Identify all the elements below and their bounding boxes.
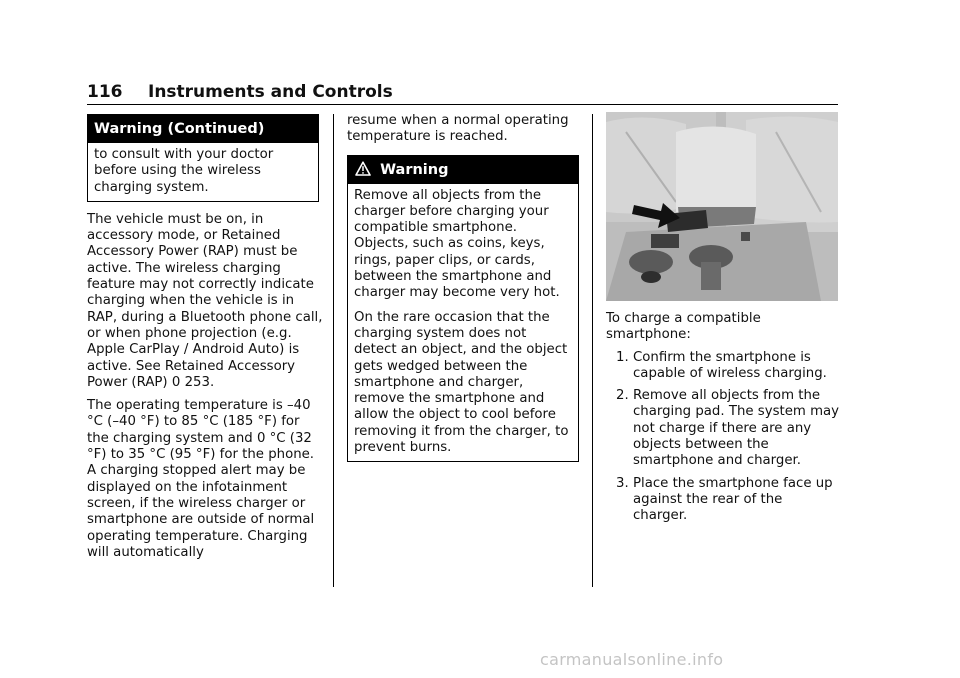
warning-box (347, 155, 579, 463)
warning-continued-text: to consult with your doctor before using the wireless charging system. (94, 147, 274, 195)
step-text: Confirm the smartphone is capable of wireless charging. (633, 349, 827, 381)
warning-text (348, 184, 578, 462)
warning-paragraph-2: On the rare occasion that the charging system does not detect an object, and the object gets wedged between the smartphone and charger, remove the smartphone and allow the object to cool before removing it from the charger, to prevent burns. (354, 309, 569, 456)
column-divider-right (592, 114, 593, 587)
wireless-charger-photo (606, 112, 838, 301)
charging-intro: To charge a compatible smartphone: (606, 311, 761, 343)
warning-triangle-icon (355, 161, 371, 176)
page-number: 116 (87, 82, 123, 102)
watermark: carmanualsonline.info (540, 650, 724, 669)
step-number: 2. (616, 388, 629, 404)
continued-paragraph: resume when a normal operating temperature is reached. (347, 113, 569, 145)
warning-continued-title: Warning (Continued) (88, 115, 318, 143)
page-reference[interactable]: 253. (184, 374, 215, 390)
section-title: Instruments and Controls (148, 82, 393, 102)
vehicle-mode-paragraph: The vehicle must be on, in accessory mode, or Retained Accessory Power (RAP) must be active. The wireless charging feature may not correctly indicate charging when the vehicle is in RAP, during a Bluetooth phone call, or when phone projection (e.g. Apple CarPlay / Android Auto) is active. See Retained Accessory Power (RAP) 0 253. (87, 211, 323, 390)
warning-title-bar (348, 156, 578, 184)
temperature-paragraph: The operating temperature is –40 °C (–40 °F) to 85 °C (185 °F) for the charging system and 0 °C (32 °F) to 35 °C (95 °F) for the phone. A charging stopped alert may be displayed on the infotainment screen, if the wireless charger or smartphone are outside of normal operating temperature. Charging will automatically (87, 398, 315, 560)
list-item (606, 388, 840, 469)
column-divider-left (333, 114, 334, 587)
warning-paragraph-1: Remove all objects from the charger before charging your compatible smartphone. Objects, such as coins, keys, rings, paper clips, or cards, between the smartphone and charger may become very hot. (354, 187, 560, 301)
charging-steps-list (606, 350, 840, 525)
warning-continued-box (87, 114, 319, 202)
step-number: 3. (616, 475, 629, 491)
list-item (606, 350, 840, 383)
warning-title: Warning (380, 161, 449, 178)
column-1 (87, 114, 323, 561)
header-rule (87, 104, 838, 105)
step-text: Remove all objects from the charging pad. The system may not charge if there are any objects between the smartphone and charger. (633, 388, 840, 469)
step-number: 1. (616, 349, 629, 365)
list-item (606, 476, 840, 525)
page-reference-arrow-icon: 0 (171, 374, 181, 390)
step-text: Place the smartphone face up against the rear of the charger. (633, 475, 833, 524)
column-2 (347, 113, 579, 462)
column-3 (606, 311, 840, 525)
column-1-body (87, 212, 323, 561)
